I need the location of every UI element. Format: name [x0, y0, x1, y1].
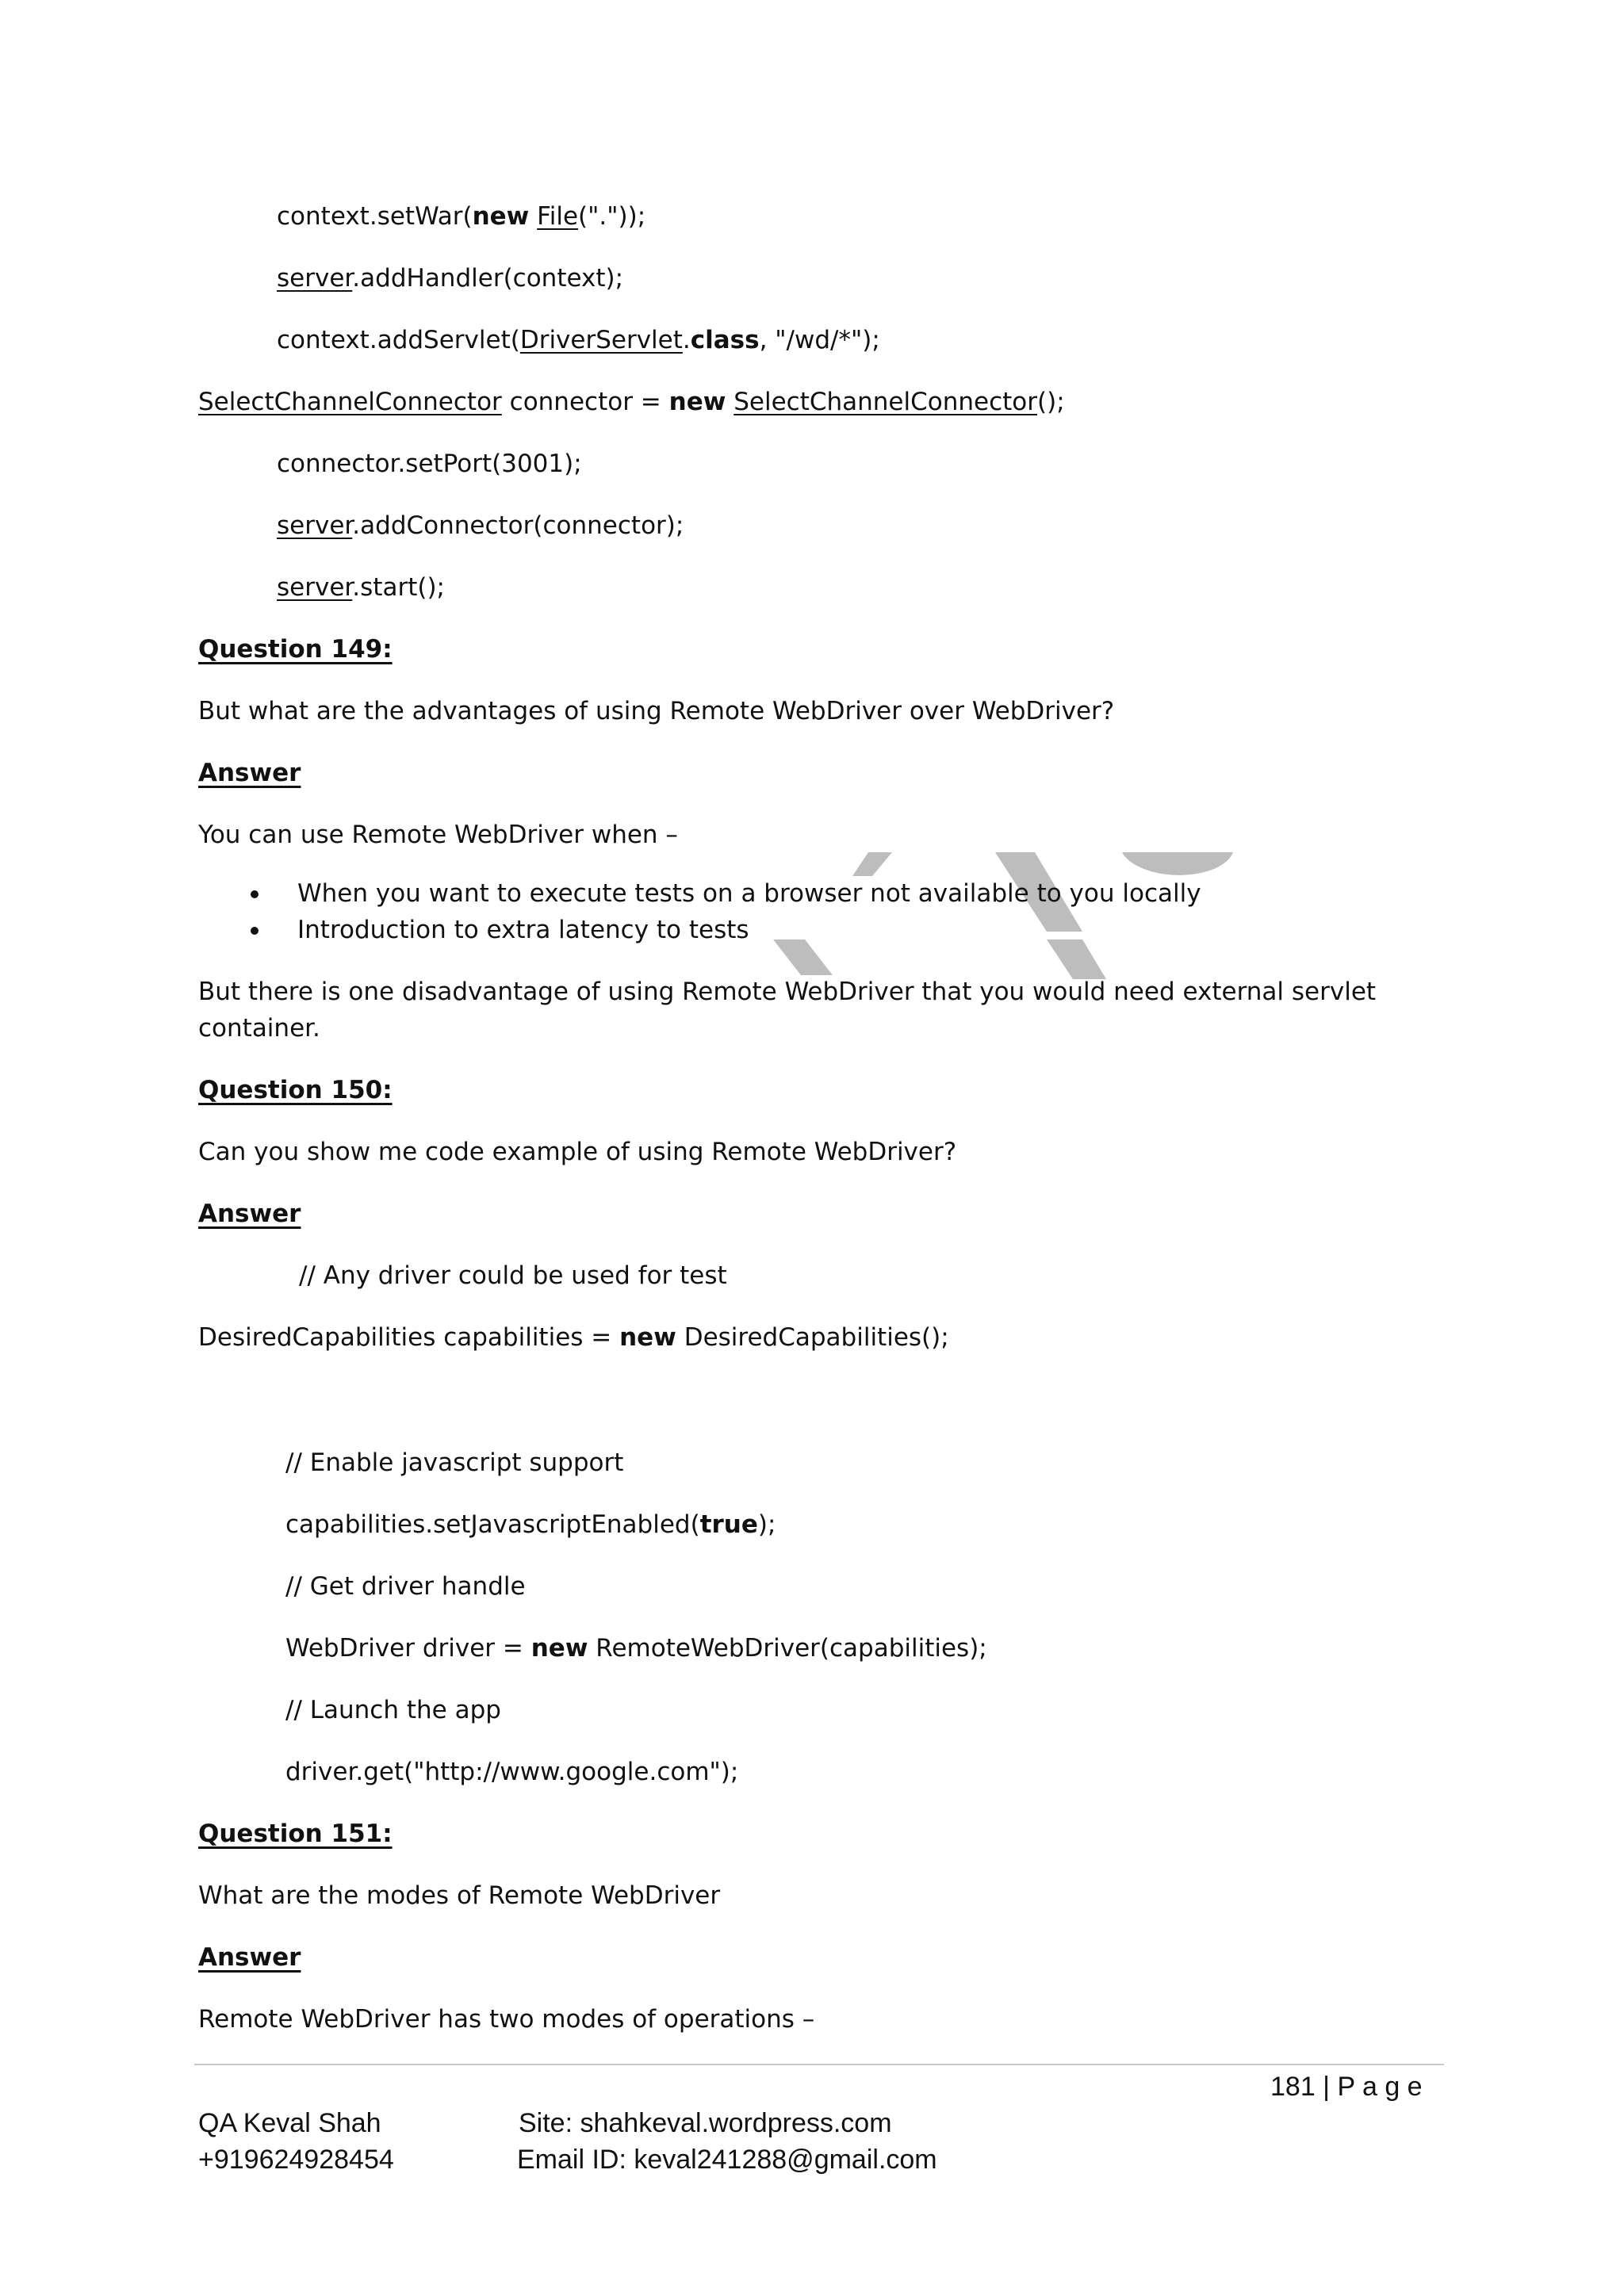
code-text: DesiredCapabilities capabilities = [198, 1323, 620, 1352]
code-object-ref: server [277, 511, 353, 540]
code-line-remote-driver [285, 1632, 987, 1664]
code-line-setport [277, 448, 582, 480]
code-class-ref: SelectChannelConnector [198, 388, 502, 416]
code-text: connector.setPort(3001); [277, 450, 582, 478]
answer-151-label: Answer [198, 1943, 301, 1972]
answer-149-label: Answer [198, 759, 301, 787]
code-comment-driver-handle: // Get driver handle [285, 1572, 526, 1601]
code-comment-any-driver: // Any driver could be used for test [299, 1261, 727, 1290]
code-keyword: true [699, 1510, 758, 1539]
code-text: (".")); [578, 202, 646, 231]
question-150-heading: Question 150: [198, 1076, 393, 1104]
bullet-icon [251, 927, 259, 935]
code-line-addhandler [277, 262, 623, 294]
code-text: WebDriver driver = [285, 1634, 531, 1663]
question-149-heading: Question 149: [198, 635, 393, 664]
code-class-ref: File [537, 202, 579, 231]
list-item-text: When you want to execute tests on a browser not available to you locally [297, 879, 1201, 908]
code-line-addconnector [277, 510, 684, 541]
answer-151-intro: Remote WebDriver has two modes of operations – [198, 2005, 815, 2034]
code-line-addservlet [277, 324, 880, 356]
code-space [726, 388, 733, 416]
code-keyword: new [472, 202, 530, 231]
list-item-text: Introduction to extra latency to tests [297, 916, 749, 944]
code-space [529, 202, 537, 231]
question-151-heading: Question 151: [198, 1820, 393, 1848]
code-line-set-js [285, 1509, 776, 1540]
code-class-ref: SelectChannelConnector [733, 388, 1038, 416]
code-text: context.addServlet( [277, 326, 520, 354]
code-line-capabilities [198, 1322, 949, 1353]
footer-site: Site: shahkeval.wordpress.com [519, 2108, 892, 2138]
list-item [198, 912, 1201, 948]
code-text: capabilities.setJavascriptEnabled( [285, 1510, 700, 1539]
answer-150-label: Answer [198, 1200, 301, 1228]
code-line-connector [198, 386, 1065, 418]
code-keyword: new [619, 1323, 676, 1352]
answer-149-intro: You can use Remote WebDriver when – [198, 821, 678, 849]
code-text: DesiredCapabilities(); [676, 1323, 949, 1352]
code-keyword: new [530, 1634, 588, 1663]
page-number: 181 | P a g e [1270, 2072, 1423, 2102]
answer-149-closing: But there is one disadvantage of using Remote WebDriver that you would need external servlet container. [198, 978, 1377, 1043]
list-item [198, 875, 1201, 912]
code-text: . [682, 326, 691, 354]
code-class-ref: DriverServlet [519, 326, 683, 354]
code-comment-launch-app: // Launch the app [285, 1696, 501, 1724]
code-text: ); [757, 1510, 776, 1539]
code-text: context.setWar( [277, 202, 473, 231]
footer-email: Email ID: keval241288@gmail.com [517, 2145, 937, 2175]
code-comment-enable-js: // Enable javascript support [285, 1448, 624, 1477]
footer-phone: +919624928454 [198, 2145, 394, 2175]
code-text: .addConnector(connector); [352, 511, 684, 540]
code-keyword: class [690, 326, 760, 354]
code-line-driver-get: driver.get("http://www.google.com"); [285, 1758, 739, 1786]
code-text: .start(); [352, 573, 445, 602]
code-line-start [277, 572, 445, 603]
code-text: connector = [501, 388, 669, 416]
code-text: (); [1037, 388, 1065, 416]
answer-149-bullets [198, 875, 1201, 948]
question-149-text: But what are the advantages of using Remote WebDriver over WebDriver? [198, 697, 1115, 725]
code-text: RemoteWebDriver(capabilities); [588, 1634, 987, 1663]
code-object-ref: server [277, 573, 353, 602]
code-object-ref: server [277, 264, 353, 293]
question-151-text: What are the modes of Remote WebDriver [198, 1881, 721, 1910]
footer-author-name: QA Keval Shah [198, 2108, 381, 2138]
bullet-icon [251, 890, 259, 898]
code-text: .addHandler(context); [352, 264, 624, 293]
footer-divider [194, 2064, 1444, 2065]
question-150-text: Can you show me code example of using Remote WebDriver? [198, 1138, 957, 1166]
code-text: , "/wd/*"); [759, 326, 880, 354]
code-line-setwar [277, 201, 645, 232]
code-keyword: new [668, 388, 726, 416]
